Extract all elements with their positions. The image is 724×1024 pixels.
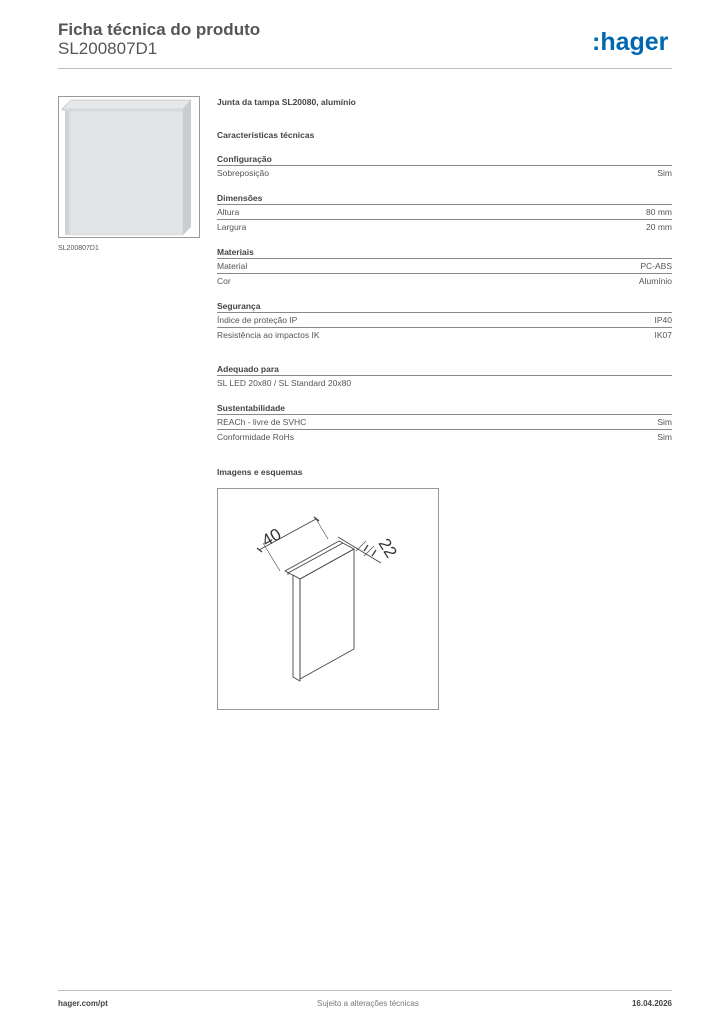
spec-value: PC-ABS (640, 261, 672, 271)
spec-label: Resistência ao impactos IK (217, 330, 320, 340)
spec-label: Material (217, 261, 248, 271)
hager-logo[interactable] (592, 28, 674, 58)
spec-label: Cor (217, 276, 231, 286)
spec-row (217, 219, 672, 234)
spec-value: Sim (657, 417, 672, 427)
spec-row (217, 429, 672, 444)
section-configuracao (217, 153, 672, 180)
footer-notice: Sujeito a alterações técnicas (317, 999, 419, 1008)
page-title: Ficha técnica do produto (58, 20, 261, 39)
section-title: Adequado para (217, 364, 279, 374)
section-title: Dimensões (217, 193, 263, 203)
spec-value: 80 mm (646, 207, 672, 217)
footer-date: 16.04.2026 (631, 999, 672, 1008)
technical-drawing (217, 488, 439, 710)
footer-divider (58, 990, 672, 991)
spec-row (217, 258, 672, 273)
spec-label: Conformidade RoHs (217, 432, 295, 442)
section-title: Materiais (217, 247, 254, 257)
footer-website-link[interactable]: hager.com/pt (58, 999, 108, 1008)
spec-label: SL LED 20x80 / SL Standard 20x80 (217, 378, 352, 388)
product-image (59, 97, 199, 237)
section-title: Segurança (217, 301, 261, 311)
section-dimensoes (217, 192, 672, 234)
header-divider (58, 68, 672, 69)
spec-value: Alumínio (638, 276, 672, 286)
spec-label: Largura (217, 222, 247, 232)
section-adequado-para (217, 363, 672, 390)
section-sustentabilidade (217, 402, 672, 444)
section-seguranca (217, 300, 672, 342)
spec-label: Altura (217, 207, 240, 217)
images-title: Imagens e esquemas (217, 467, 303, 477)
spec-label: REACh - livre de SVHC (217, 417, 307, 427)
spec-row (217, 204, 672, 219)
thumbnail-caption: SL200807D1 (58, 245, 99, 252)
spec-column (217, 96, 672, 710)
section-materiais (217, 246, 672, 288)
spec-row (217, 375, 672, 390)
product-thumbnail (58, 96, 200, 238)
spec-row (217, 327, 672, 342)
spec-row (217, 414, 672, 429)
spec-label: Sobreposição (217, 168, 269, 178)
spec-value: IP40 (654, 315, 672, 325)
spec-row (217, 312, 672, 327)
dimension-drawing (218, 489, 438, 709)
logo-text: :hager (592, 28, 669, 56)
spec-row (217, 273, 672, 288)
spec-value: 20 mm (646, 222, 672, 232)
product-reference: SL200807D1 (58, 39, 158, 58)
product-name: Junta da tampa SL20080, alumínio (217, 97, 356, 107)
spec-label: Índice de proteção IP (217, 315, 298, 325)
dimension-label-22: 22 (374, 535, 401, 562)
spec-value: Sim (657, 432, 672, 442)
section-title: Configuração (217, 154, 272, 164)
characteristics-title: Características técnicas (217, 130, 315, 140)
section-title: Sustentabilidade (217, 403, 286, 413)
spec-value: Sim (657, 168, 672, 178)
spec-row (217, 165, 672, 180)
dimension-label-40: 40 (258, 524, 285, 551)
spec-value: IK07 (654, 330, 672, 340)
